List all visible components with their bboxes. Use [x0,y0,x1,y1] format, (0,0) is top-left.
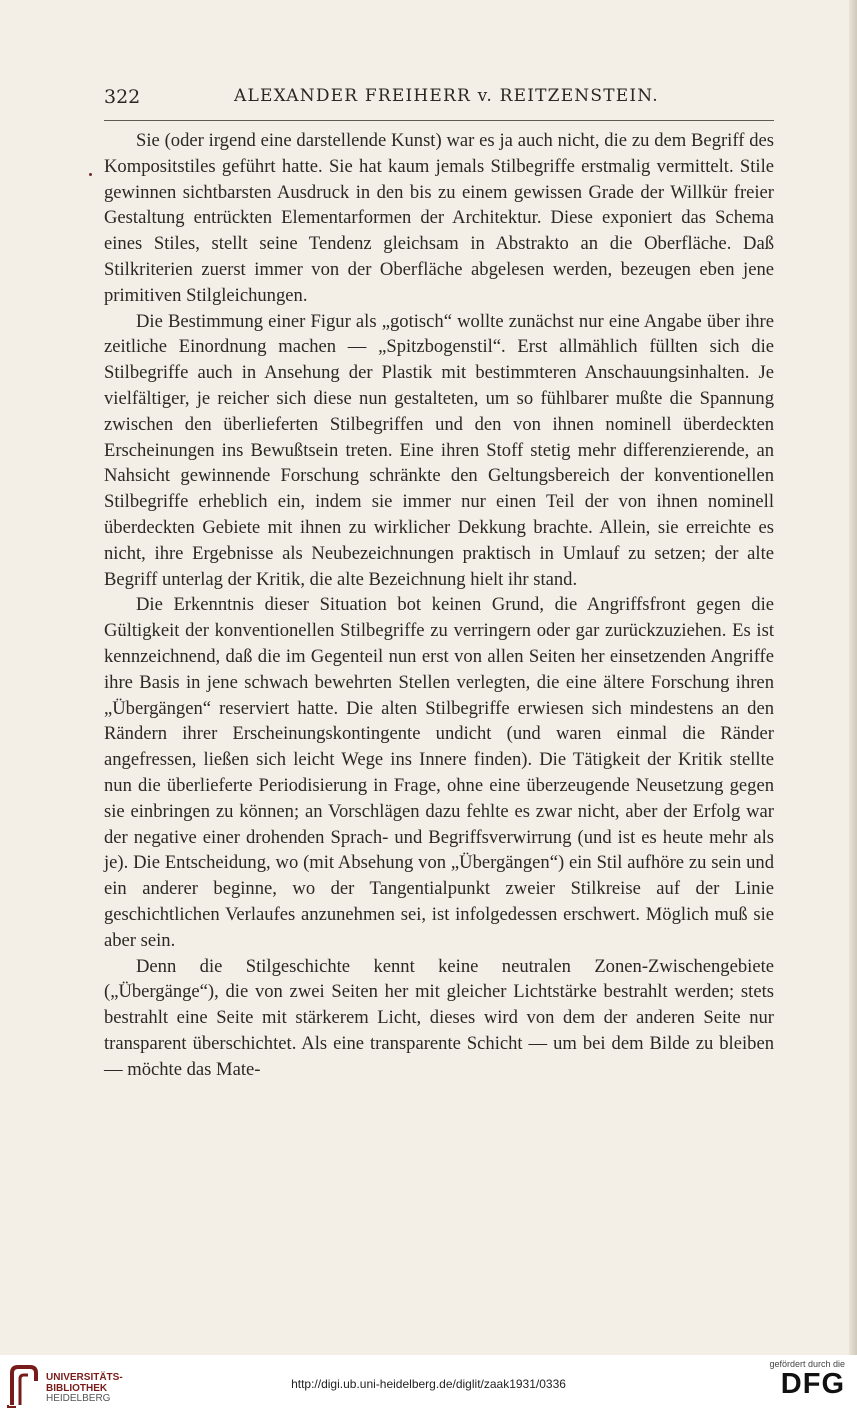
body-text [104,128,774,1082]
library-name-line: BIBLIOTHEK [46,1382,108,1394]
funded-by-label: gefördert durch die [769,1359,845,1369]
viewer-footer [0,1355,857,1417]
page-header [104,86,774,116]
page-number: 322 [104,86,141,108]
dfg-logo[interactable] [745,1359,845,1411]
paragraph: Die Erkenntnis dieser Situation bot keinen Grund, die Angriffsfront gegen die Gültigkeit der konventionellen Stilbegriffe zu verringern oder gar zurückzuziehen. Es ist kennzeichnend, daß die im Gegenteil nun erst von allen Seiten her einsetzenden Angriffe ihre Basis in jene schwach bewehrten Stellen verlegten, die eine ältere Forschung ihren „Übergängen“ reserviert hatte. Die alten Stilbegriffe erwiesen sich mindestens an den Rändern ihrer Erscheinungskontingente undicht (und waren einmal die Ränder angefressen, ließen sich leicht Wege ins Innere finden). Die Tätigkeit der Kritik stellte nun die überlieferte Periodisierung in Frage, ohne eine überzeugende Neusetzung gegen sie einbringen zu können; an Vorschlägen dazu fehlte es zwar nicht, aber der Erfolg war der negative einer drohenden Sprach- und Begriffsverwirrung (und ist es heute mehr als je). Die Entscheidung, wo (mit Absehung von „Übergängen“) ein Stil aufhöre zu sein und ein anderer beginne, wo der Tangentialpunkt zweier Stilkreise auf der Linie geschichtlichen Verlaufes anzunehmen sei, ist infolgedessen erschwert. Möglich muß sie aber sein. [104,594,774,951]
running-title: ALEXANDER FREIHERR v. REITZENSTEIN. [234,86,659,106]
dfg-wordmark: DFG [780,1368,845,1400]
margin-mark [89,173,92,176]
page-edge [849,0,857,1355]
header-rule [104,120,774,121]
paragraph: Sie (oder irgend eine darstellende Kunst) war es ja auch nicht, die zu dem Begriff des Kompositstiles geführt hatte. Sie hat kaum jemals Stilbegriffe erstmalig vermittelt. Stile gewinnen sichtbarsten Ausdruck in den bis zu einem gewissen Grade der Willkür freier Gestaltung entrückten Elementarformen der Architektur. Diese exponiert das Schema eines Stiles, stellt seine Tendenz gleichsam in Abstrakto an die Oberfläche. Daß Stilkriterien zuerst immer von der Oberfläche abgelesen werden, bezeugen eben jene primitiven Stilgleichungen. [104,130,774,306]
library-name-line: UNIVERSITÄTS- [46,1372,123,1383]
paragraph: Die Bestimmung einer Figur als „gotisch“ wollte zunächst nur eine Angabe über ihre zeitliche Einordnung machen — „Spitzbogenstil“. Erst allmählich füllten sich die Stilbegriffe auch in Ansehung der Plastik mit bestimmteren Anschauungsinhalten. Je vielfältiger, je reicher sich diese nun gestalteten, um so fühlbarer mußte die Spannung zwischen den überlieferten Stilbegriffen und den von ihnen nominell überdeckten Erscheinungen ins Bewußtsein treten. Eine ihren Stoff stetig mehr differenzierende, an Nahsicht gewinnende Forschung schränkte den Geltungsbereich der konventionellen Stilbegriffe erheblich ein, indem sie immer nur einen Teil der von ihnen nominell überdeckten Gebiete mit ihnen zu wirklicher Dekkung brachte. Allein, sie erreichte es nicht, ihre Ergebnisse als Neubezeichnungen praktisch in Umlauf zu setzen; der alte Begriff unterlag der Kritik, die alte Bezeichnung hielt ihr stand. [104,310,774,590]
permalink[interactable]: http://digi.ub.uni-heidelberg.de/diglit/zaak1931/0336 [291,1377,566,1391]
library-name-line: HEIDELBERG [46,1393,111,1404]
paragraph: Denn die Stilgeschichte kennt keine neutralen Zonen-Zwischengebiete („Übergänge“), die von zwei Seiten her mit gleicher Lichtstärke bestrahlt werden; stets bestrahlt eine Seite mit stärkerem Licht, dieses wird von dem der anderen Seite nur transparent überschichtet. Als eine transparente Schicht — um bei dem Bilde zu bleiben — möchte das Mate- [104,955,774,1080]
